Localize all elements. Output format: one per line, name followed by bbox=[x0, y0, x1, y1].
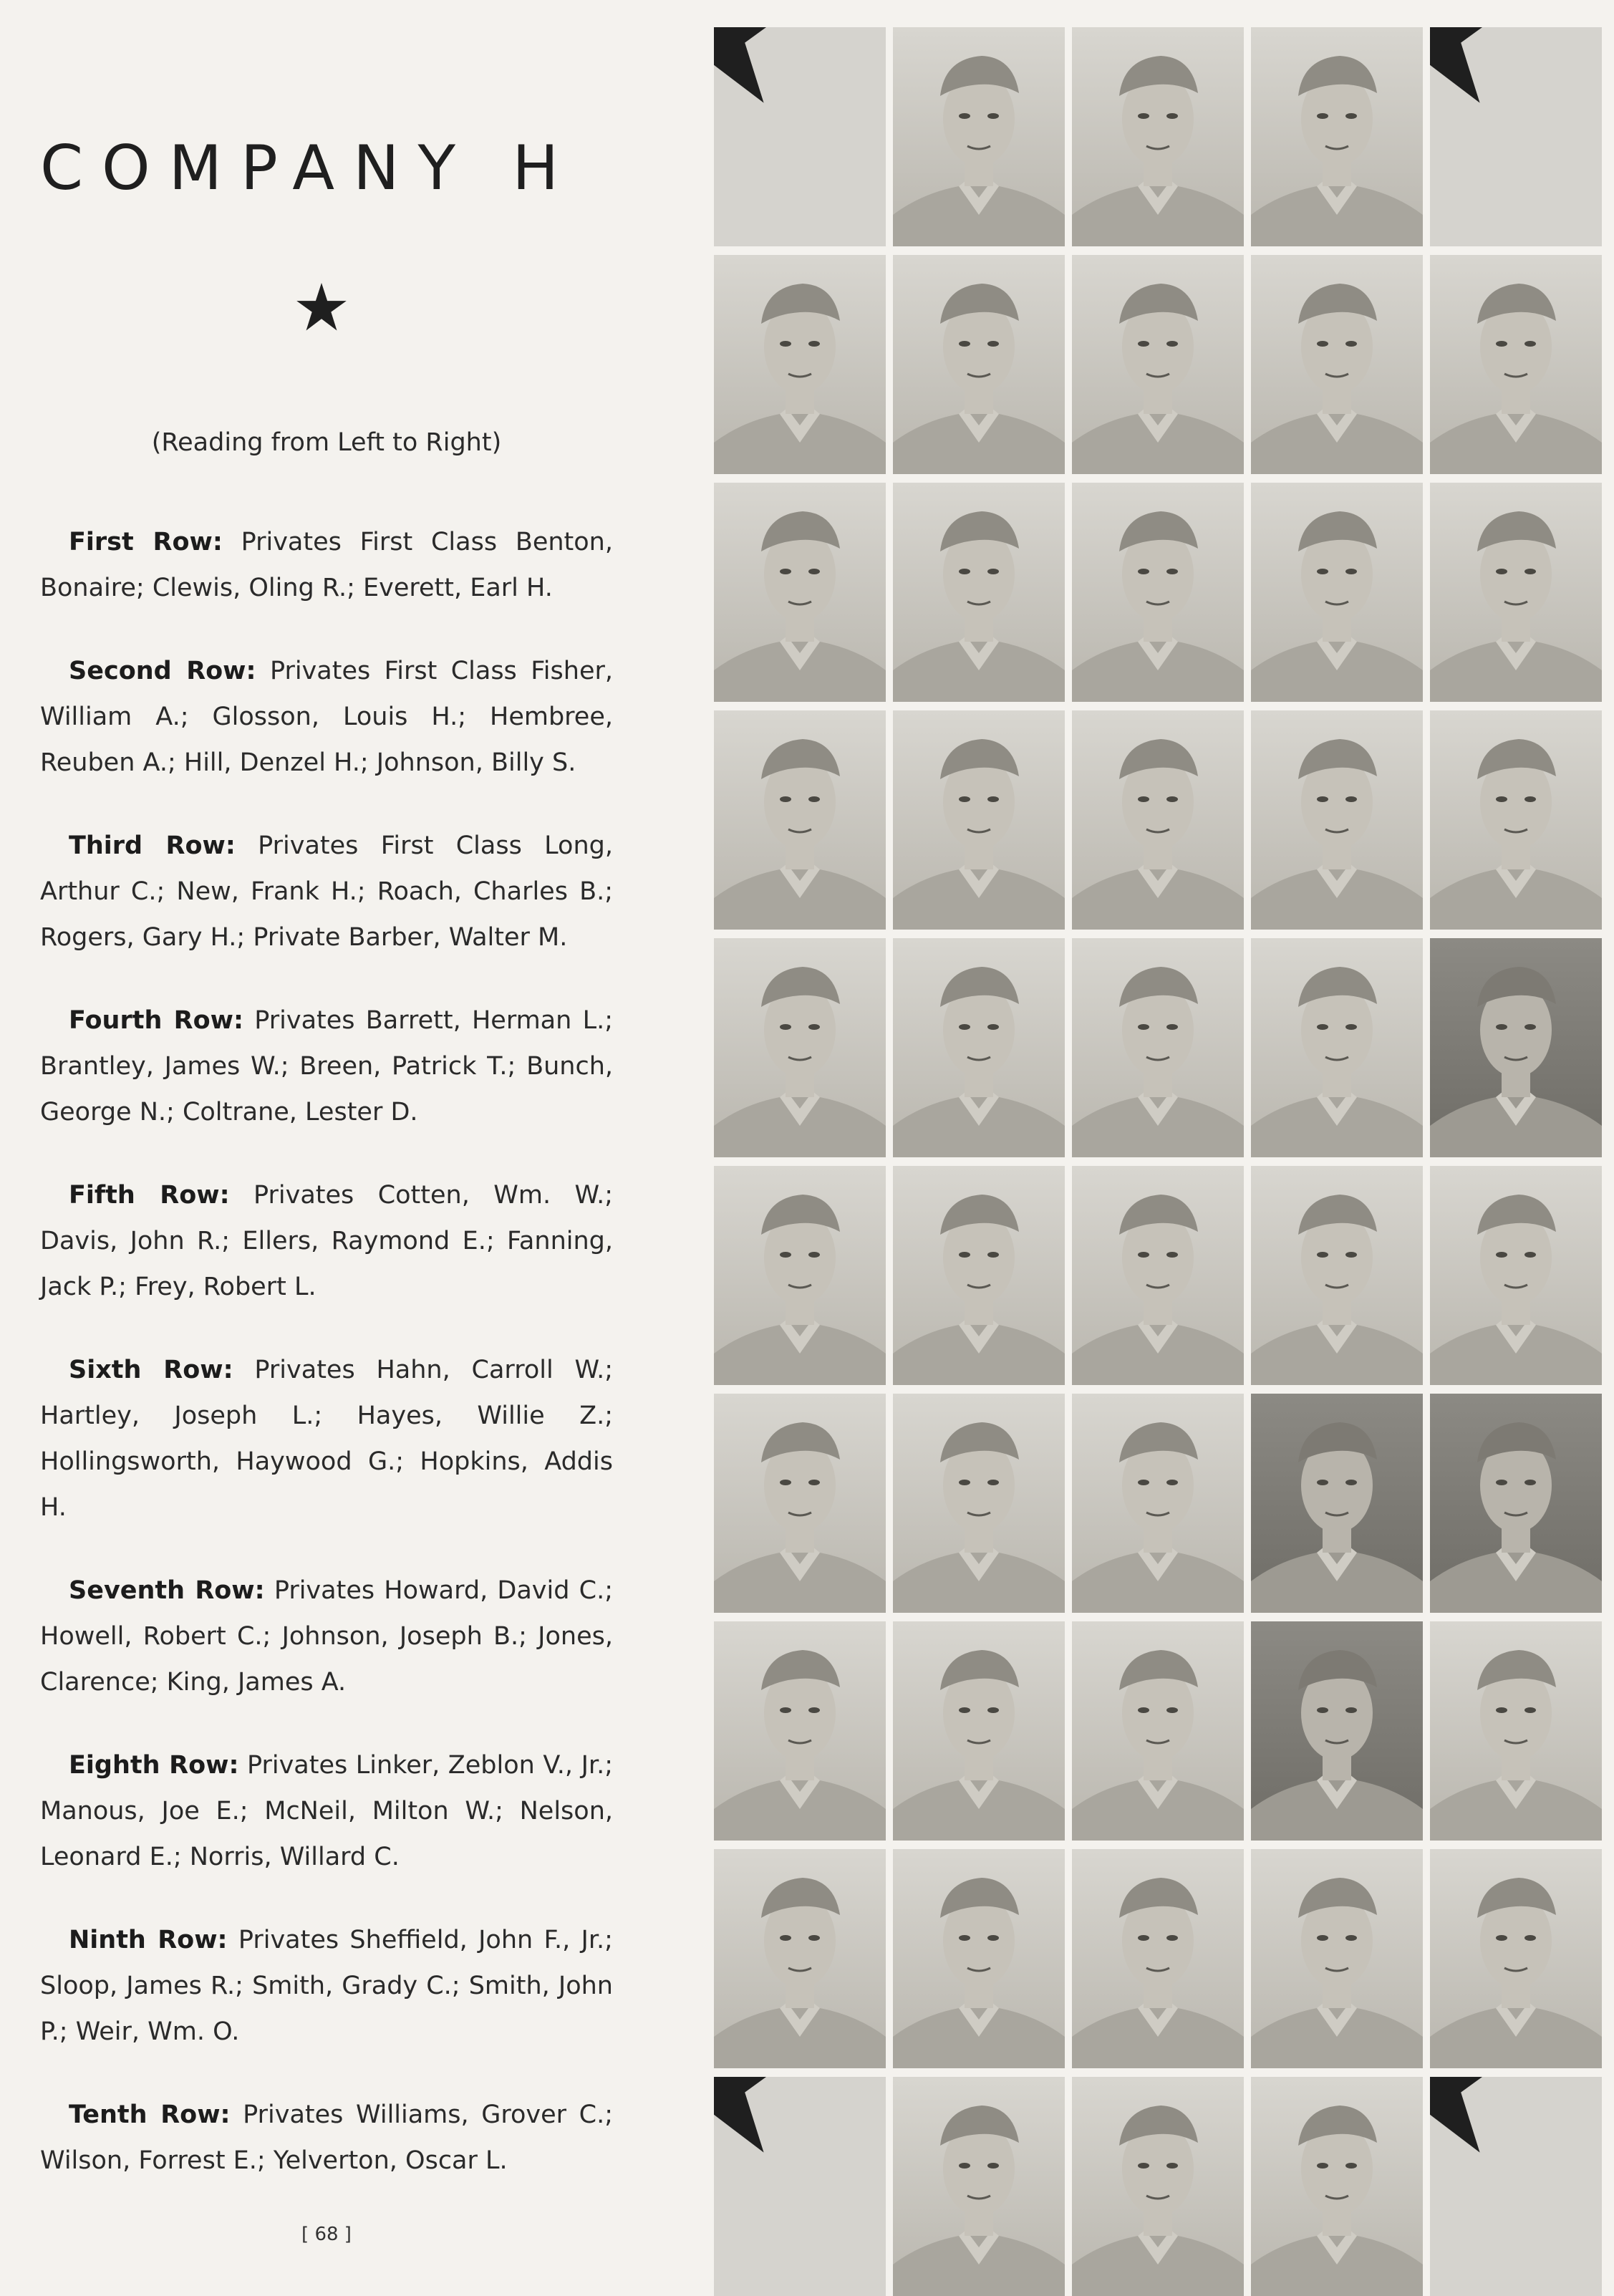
portrait-photo bbox=[714, 1849, 886, 2068]
row-caption-names: Privates Linker, Zeblon V., Jr.; Manous, Joe E.; McNeil, Milton W.; Nelson, Leonard E.; Norris, Willard C. bbox=[40, 1751, 613, 1871]
soldier-portrait-icon bbox=[714, 938, 886, 1157]
portrait-photo bbox=[714, 1394, 886, 1613]
portrait-photo bbox=[1251, 1849, 1423, 2068]
row-caption-label: Sixth Row: bbox=[69, 1356, 233, 1384]
row-caption-names: Privates Barrett, Herman L.; Brantley, James W.; Breen, Patrick T.; Bunch, George N.; Coltrane, Lester D. bbox=[40, 1006, 613, 1127]
page-title: COMPANY H bbox=[40, 132, 577, 204]
soldier-portrait-icon bbox=[1251, 710, 1423, 930]
soldier-portrait-icon bbox=[893, 1166, 1065, 1385]
portrait-photo bbox=[893, 255, 1065, 474]
portrait-photo bbox=[1072, 255, 1244, 474]
portrait-photo bbox=[714, 710, 886, 930]
portrait-photo bbox=[1430, 938, 1602, 1157]
row-caption-names: Privates Cotten, Wm. W.; Davis, John R.; Ellers, Raymond E.; Fanning, Jack P.; Frey, Robert L. bbox=[40, 1181, 614, 1301]
star-icon bbox=[1430, 2077, 1516, 2186]
portrait-photo bbox=[1251, 1394, 1423, 1613]
portrait-photo bbox=[1430, 483, 1602, 702]
soldier-portrait-icon bbox=[1430, 1166, 1602, 1385]
portrait-photo bbox=[1072, 2077, 1244, 2296]
portrait-photo bbox=[893, 27, 1065, 246]
row-caption-names: Privates Howard, David C.; Howell, Robert C.; Johnson, Joseph B.; Jones, Clarence; King, James A. bbox=[40, 1576, 613, 1697]
row-caption-label: Second Row: bbox=[69, 657, 256, 685]
portrait-photo bbox=[893, 1166, 1065, 1385]
row-caption-names: Privates First Class Long, Arthur C.; New, Frank H.; Roach, Charles B.; Rogers, Gary H.; Private Barber, Walter M. bbox=[40, 831, 613, 952]
portrait-photo bbox=[1251, 938, 1423, 1157]
star-icon bbox=[714, 27, 800, 137]
soldier-portrait-icon bbox=[1072, 1849, 1244, 2068]
portrait-photo bbox=[1251, 27, 1423, 246]
row-caption bbox=[40, 1742, 613, 1880]
soldier-portrait-icon bbox=[1251, 1849, 1423, 2068]
portrait-photo bbox=[714, 1621, 886, 1841]
soldier-portrait-icon bbox=[893, 1849, 1065, 2068]
soldier-portrait-icon bbox=[1430, 255, 1602, 474]
row-caption-label: First Row: bbox=[69, 528, 223, 556]
row-caption bbox=[40, 519, 613, 611]
portrait-photo bbox=[1430, 1394, 1602, 1613]
row-caption-names: Privates First Class Benton, Bonaire; Clewis, Oling R.; Everett, Earl H. bbox=[40, 528, 613, 602]
soldier-portrait-icon bbox=[714, 1166, 886, 1385]
portrait-photo bbox=[893, 1849, 1065, 2068]
soldier-portrait-icon bbox=[714, 483, 886, 702]
soldier-portrait-icon bbox=[893, 27, 1065, 246]
portrait-photo bbox=[1430, 1849, 1602, 2068]
soldier-portrait-icon bbox=[1251, 255, 1423, 474]
star-icon bbox=[295, 281, 348, 334]
portrait-photo bbox=[1430, 1621, 1602, 1841]
soldier-portrait-icon bbox=[1072, 1621, 1244, 1841]
soldier-portrait-icon bbox=[1072, 2077, 1244, 2296]
soldier-portrait-icon bbox=[1072, 710, 1244, 930]
soldier-portrait-icon bbox=[1251, 2077, 1423, 2296]
row-caption-label: Ninth Row: bbox=[69, 1926, 228, 1954]
soldier-portrait-icon bbox=[1430, 938, 1602, 1157]
row-caption-names: Privates Sheffield, John F., Jr.; Sloop, James R.; Smith, Grady C.; Smith, John P.; Weir, Wm. O. bbox=[40, 1926, 613, 2046]
soldier-portrait-icon bbox=[893, 2077, 1065, 2296]
row-caption bbox=[40, 2092, 613, 2184]
soldier-portrait-icon bbox=[893, 255, 1065, 474]
soldier-portrait-icon bbox=[1430, 1849, 1602, 2068]
row-caption bbox=[40, 1172, 613, 1310]
soldier-portrait-icon bbox=[1430, 1394, 1602, 1613]
portrait-photo bbox=[1251, 2077, 1423, 2296]
portrait-photo bbox=[893, 2077, 1065, 2296]
soldier-portrait-icon bbox=[893, 1621, 1065, 1841]
soldier-portrait-icon bbox=[1072, 255, 1244, 474]
portrait-photo bbox=[1430, 1166, 1602, 1385]
row-caption-label: Tenth Row: bbox=[69, 2100, 231, 2129]
row-captions bbox=[40, 519, 613, 2221]
soldier-portrait-icon bbox=[1251, 27, 1423, 246]
soldier-portrait-icon bbox=[1430, 710, 1602, 930]
soldier-portrait-icon bbox=[1072, 1394, 1244, 1613]
portrait-photo bbox=[1072, 1849, 1244, 2068]
portrait-photo bbox=[1251, 1166, 1423, 1385]
grid-star-cell bbox=[1430, 27, 1602, 246]
row-caption-label: Fourth Row: bbox=[69, 1006, 243, 1035]
row-caption-names: Privates Hahn, Carroll W.; Hartley, Joseph L.; Hayes, Willie Z.; Hollingsworth, Haywood G.; Hopkins, Addis H. bbox=[40, 1356, 613, 1522]
page-number: [ 68 ] bbox=[301, 2224, 352, 2245]
soldier-portrait-icon bbox=[893, 938, 1065, 1157]
grid-star-cell bbox=[1430, 2077, 1602, 2296]
soldier-portrait-icon bbox=[714, 1621, 886, 1841]
grid-star-cell bbox=[714, 27, 886, 246]
portrait-photo bbox=[1072, 1166, 1244, 1385]
soldier-portrait-icon bbox=[714, 1394, 886, 1613]
soldier-portrait-icon bbox=[1072, 27, 1244, 246]
portrait-photo bbox=[714, 483, 886, 702]
portrait-photo bbox=[893, 483, 1065, 702]
row-caption bbox=[40, 1568, 613, 1705]
soldier-portrait-icon bbox=[1072, 483, 1244, 702]
soldier-portrait-icon bbox=[1251, 1394, 1423, 1613]
soldier-portrait-icon bbox=[1072, 1166, 1244, 1385]
portrait-photo bbox=[714, 938, 886, 1157]
portrait-photo bbox=[893, 710, 1065, 930]
soldier-portrait-icon bbox=[893, 1394, 1065, 1613]
photo-grid bbox=[714, 27, 1602, 2283]
portrait-photo bbox=[1430, 710, 1602, 930]
row-caption bbox=[40, 823, 613, 960]
portrait-photo bbox=[714, 255, 886, 474]
star-icon bbox=[1430, 27, 1516, 137]
portrait-photo bbox=[893, 1621, 1065, 1841]
soldier-portrait-icon bbox=[893, 483, 1065, 702]
soldier-portrait-icon bbox=[1251, 938, 1423, 1157]
row-caption-label: Fifth Row: bbox=[69, 1181, 230, 1210]
soldier-portrait-icon bbox=[1251, 483, 1423, 702]
portrait-photo bbox=[1072, 27, 1244, 246]
row-caption bbox=[40, 1347, 613, 1530]
soldier-portrait-icon bbox=[714, 255, 886, 474]
portrait-photo bbox=[1251, 483, 1423, 702]
portrait-photo bbox=[1072, 1394, 1244, 1613]
portrait-photo bbox=[1072, 938, 1244, 1157]
portrait-photo bbox=[1251, 1621, 1423, 1841]
row-caption bbox=[40, 648, 613, 786]
reading-note: (Reading from Left to Right) bbox=[151, 428, 502, 457]
soldier-portrait-icon bbox=[893, 710, 1065, 930]
portrait-photo bbox=[893, 938, 1065, 1157]
star-icon bbox=[714, 2077, 800, 2186]
soldier-portrait-icon bbox=[1430, 1621, 1602, 1841]
soldier-portrait-icon bbox=[1072, 938, 1244, 1157]
soldier-portrait-icon bbox=[1430, 483, 1602, 702]
portrait-photo bbox=[1072, 710, 1244, 930]
soldier-portrait-icon bbox=[1251, 1621, 1423, 1841]
portrait-photo bbox=[1251, 710, 1423, 930]
soldier-portrait-icon bbox=[714, 1849, 886, 2068]
portrait-photo bbox=[893, 1394, 1065, 1613]
row-caption-label: Seventh Row: bbox=[69, 1576, 265, 1605]
portrait-photo bbox=[1072, 483, 1244, 702]
soldier-portrait-icon bbox=[1251, 1166, 1423, 1385]
row-caption-label: Third Row: bbox=[69, 831, 236, 860]
row-caption bbox=[40, 1917, 613, 2055]
row-caption-label: Eighth Row: bbox=[69, 1751, 239, 1780]
portrait-photo bbox=[714, 1166, 886, 1385]
soldier-portrait-icon bbox=[714, 710, 886, 930]
portrait-photo bbox=[1251, 255, 1423, 474]
row-caption-names: Privates First Class Fisher, William A.; Glosson, Louis H.; Hembree, Reuben A.; Hill, Denzel H.; Johnson, Billy S. bbox=[40, 657, 613, 777]
row-caption-names: Privates Williams, Grover C.; Wilson, Forrest E.; Yelverton, Oscar L. bbox=[40, 2100, 613, 2175]
grid-star-cell bbox=[714, 2077, 886, 2296]
portrait-photo bbox=[1072, 1621, 1244, 1841]
row-caption bbox=[40, 998, 613, 1135]
portrait-photo bbox=[1430, 255, 1602, 474]
